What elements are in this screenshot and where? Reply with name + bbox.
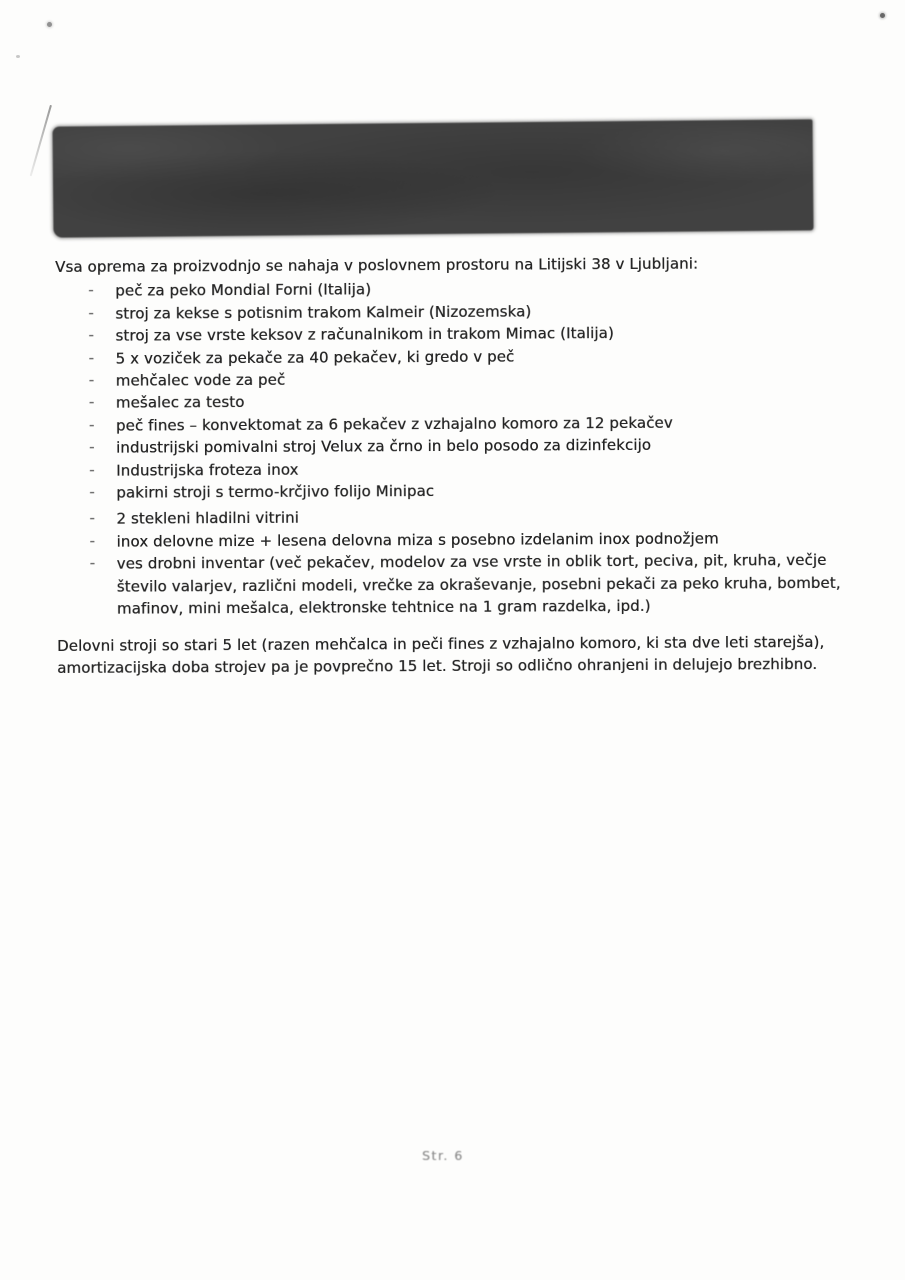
bullet-dash: - — [88, 303, 94, 322]
list-item-text: stroj za kekse s potisnim trakom Kalmeir (Nizozemska) — [115, 302, 532, 323]
list-item-text: ves drobni inventar (več pekačev, modelov za vse vrste in oblik tort, peciva, pit, kruha, večje število valarjev, različni modeli, vrečke za okraševanje, posebni pekači za peko kruha, bombet, mafinov, mini mešalca, elektronske tehtnice na 1 gram razdelka, ipd.) — [116, 551, 841, 618]
list-item — [56, 478, 854, 505]
list-item-text: stroj za vse vrste keksov z računalnikom in trakom Mimac (Italija) — [115, 324, 614, 345]
list-item-text: industrijski pomivalni stroj Velux za črno in belo posodo za dizinfekcijo — [115, 436, 652, 457]
bullet-dash: - — [88, 326, 94, 345]
list-item-text: peč za peko Mondial Forni (Italija) — [115, 280, 372, 301]
bullet-dash: - — [89, 482, 95, 501]
list-item-text: 2 stekleni hladilni vitrini — [116, 509, 299, 529]
scan-stroke-mark — [30, 105, 52, 177]
scan-speck — [16, 55, 20, 58]
closing-paragraph: Delovni stroji so stari 5 let (razen mehčalca in peči fines z vzhajalno komoro, ki sta dve leti starejša), amortizacijska doba strojev pa je povprečno 15 let. Stroji so odlično ohranjeni in delujejo brezhibno. — [56, 632, 825, 677]
list-item-text: mehčalec vode za peč — [115, 370, 286, 390]
redaction-block — [52, 119, 813, 237]
bullet-dash: - — [89, 531, 96, 550]
bullet-dash: - — [88, 393, 95, 412]
list-item — [57, 549, 855, 620]
intro-paragraph: Vsa oprema za proizvodnjo se nahaja v poslovnem prostoru na Litijski 38 v Ljubljani: — [55, 254, 699, 276]
bullet-dash: - — [89, 460, 95, 479]
bullet-dash: - — [88, 281, 94, 300]
bullet-dash: - — [88, 370, 95, 389]
bullet-dash: - — [88, 348, 95, 367]
document-content — [55, 252, 855, 679]
scan-speck — [47, 22, 52, 27]
bullet-dash: - — [88, 415, 95, 434]
bullet-dash: - — [89, 554, 96, 573]
list-item-text: inox delovne mize + lesena delovna miza s posebno izdelanim inox podnožjem — [116, 529, 719, 551]
scan-speck — [880, 13, 885, 18]
equipment-list — [55, 276, 855, 620]
list-item-text: mešalec za testo — [115, 393, 245, 413]
list-item-text: peč fines – konvektomat za 6 pekačev z vzhajalno komoro za 12 pekačev — [115, 413, 673, 435]
bullet-dash: - — [88, 438, 95, 457]
list-item-text: pakirni stroji s termo-krčjivo folijo Minipac — [116, 482, 435, 502]
list-item-text: Industrijska froteza inox — [116, 460, 299, 480]
bullet-dash: - — [89, 509, 95, 528]
page-number: Str. 6 — [422, 1148, 464, 1163]
list-item-text: 5 x voziček za pekače za 40 pekačev, ki gredo v peč — [115, 347, 515, 368]
